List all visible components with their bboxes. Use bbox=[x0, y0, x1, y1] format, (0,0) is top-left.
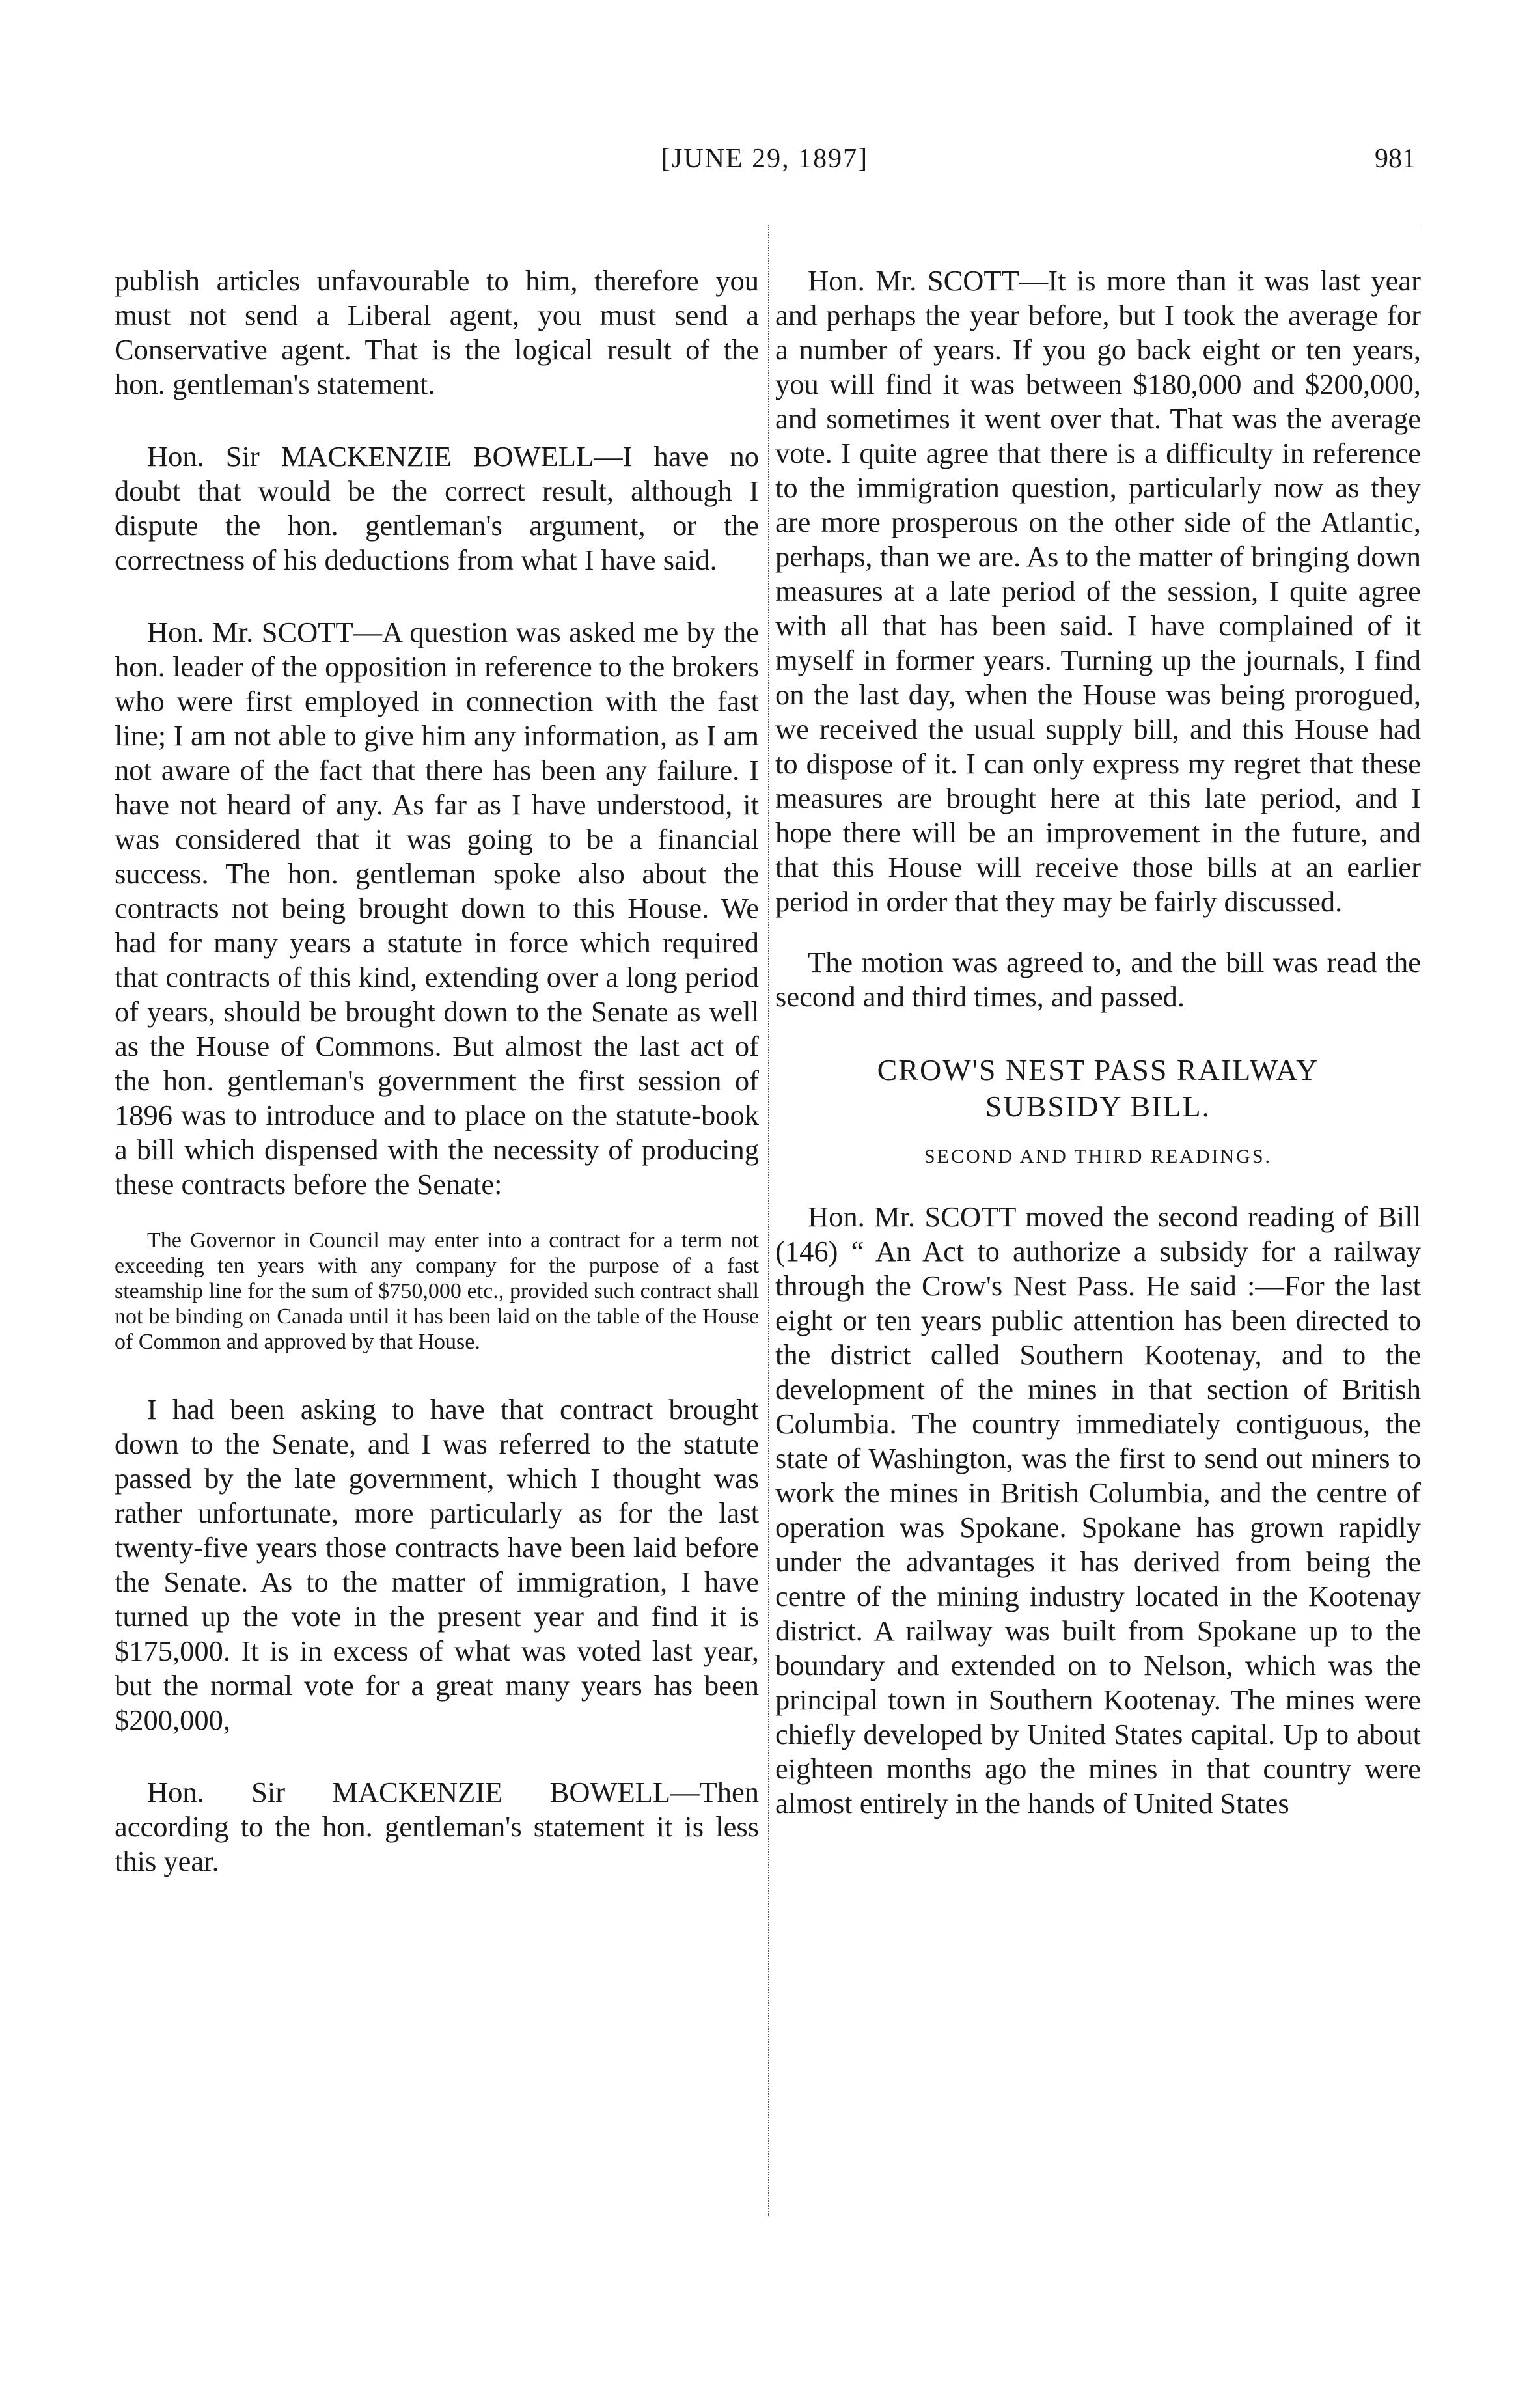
page-number: 981 bbox=[1375, 144, 1416, 174]
paragraph: Hon. Mr. SCOTT moved the second reading of Bill (146) “ An Act to authorize a subsidy for a railway through the Crow's Nest Pass. He said :—For the last eight or ten years public attention has been directed to the district called Southern Kootenay, and to the development of the mines in that section of British Columbia. The country immediately contiguous, the state of Washington, was the first to send out miners to work the mines in British Columbia, and the centre of operation was Spokane. Spokane has grown rapidly under the advantages it has derived from being the centre of the mining industry located in the Kootenay district. A railway was built from Spokane up to the boundary and extended on to Nelson, which was the principal town in Southern Kootenay. The mines were chiefly developed by United States capital. Up to about eighteen months ago the mines in that country were almost entirely in the hands of United States bbox=[775, 1200, 1421, 1819]
paragraph: Hon. Mr. SCOTT—A question was asked me by the hon. leader of the opposition in reference to the brokers who were first employed in connection with the fast line; I am not able to give him any information, as I am not aware of the fact that there has been any failure. I have not heard of any. As far as I have understood, it was considered that it was going to be a financial success. The hon. gentleman spoke also about the contracts not being brought down to this House. We had for many years a statute in force which required that contracts of this kind, extending over a long period of years, should be brought down to the Senate as well as the House of Commons. But almost the last act of the hon. gentleman's government the first session of 1896 was to introduce and to place on the statute-book a bill which dispensed with the necessity of producing these contracts before the Senate: bbox=[115, 616, 759, 1200]
section-title: SUBSIDY BILL. bbox=[985, 1090, 1211, 1123]
section-title: CROW'S NEST PASS RAILWAY bbox=[877, 1053, 1319, 1086]
section-subtitle: SECOND AND THIRD READINGS. bbox=[924, 1146, 1272, 1167]
left-column bbox=[115, 264, 759, 1879]
paragraph: publish articles unfavourable to him, therefore you must not send a Liberal agent, you must send a Conservative agent. That is the logical result of the hon. gentleman's statement. bbox=[115, 264, 759, 400]
column-divider bbox=[768, 225, 769, 2216]
page-header bbox=[114, 143, 1416, 182]
statute-quote: The Governor in Council may enter into a contract for a term not exceeding ten years with any company for the purpose of a fast steamship line for the sum of $750,000 etc., provided such contract shall not be binding on Canada until it has been laid on the table of the House of Common and approved by that House. bbox=[115, 1228, 759, 1354]
paragraph: Hon. Sir MACKENZIE BOWELL—Then according to the hon. gentleman's statement it is less this year. bbox=[115, 1776, 759, 1877]
paragraph: Hon. Sir MACKENZIE BOWELL—I have no doubt that would be the correct result, although I dispute the hon. gentleman's argument, or the correctness of his deductions from what I have said. bbox=[115, 440, 759, 576]
paragraph: Hon. Mr. SCOTT—It is more than it was last year and perhaps the year before, but I took the average for a number of years. If you go back eight or ten years, you will find it was between $180,000 and $200,000, and sometimes it went over that. That was the average vote. I quite agree that there is a difficulty in reference to the immigration question, particularly now as they are more prosperous on the other side of the Atlantic, perhaps, than we are. As to the matter of bringing down measures at a late period of the session, I quite agree with all that has been said. I have complained of it myself in former years. Turning up the journals, I find on the last day, when the House was being prorogued, we received the usual supply bill, and this House had to dispose of it. I can only express my regret that these measures are brought here at this late period, and I hope there will be an improvement in the future, and that this House will receive those bills at an earlier period in order that they may be fairly discussed. bbox=[775, 264, 1421, 918]
paragraph: The motion was agreed to, and the bill was read the second and third times, and passed. bbox=[775, 946, 1421, 1013]
header-date: [JUNE 29, 1897] bbox=[661, 144, 869, 174]
paragraph: I had been asking to have that contract brought down to the Senate, and I was referred to the statute passed by the late government, which I thought was rather unfortunate, more particularly as for the last twenty-five years those contracts have been laid before the Senate. As to the matter of immigration, I have turned up the vote in the present year and find it is $175,000. It is in excess of what was voted last year, but the normal vote for a great many years has been $200,000, bbox=[115, 1393, 759, 1736]
header-rule bbox=[130, 225, 1420, 227]
right-column bbox=[775, 264, 1421, 1821]
